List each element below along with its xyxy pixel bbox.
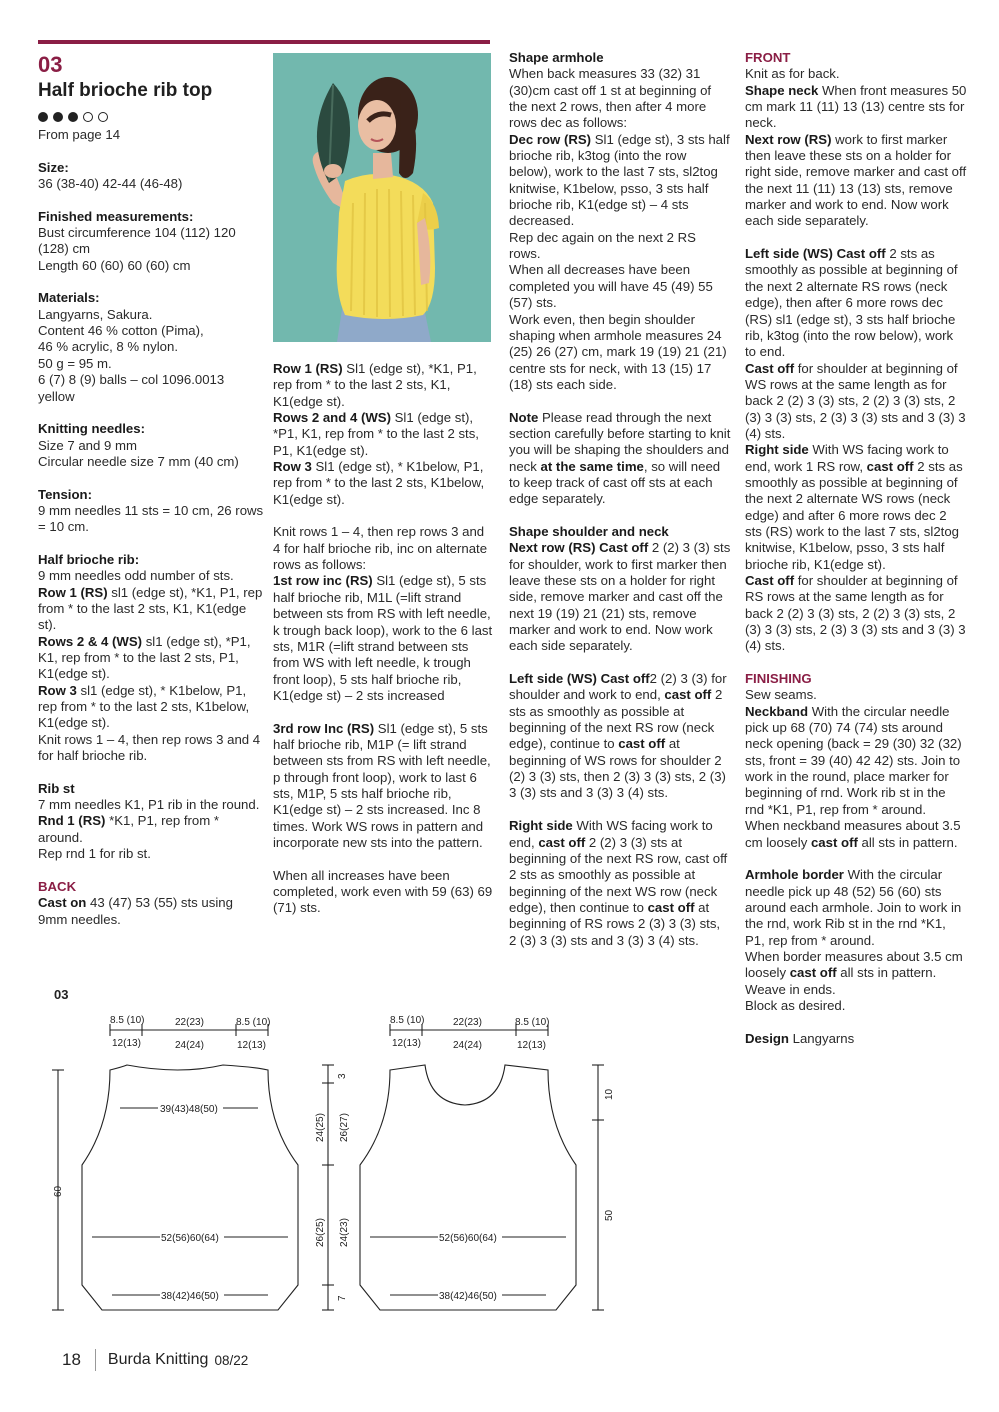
page-footer	[62, 1347, 248, 1373]
page-number: 18	[62, 1350, 81, 1369]
svg-text:10: 10	[604, 1088, 615, 1100]
rib-rnd-repeat: Rep rnd 1 for rib st.	[38, 846, 151, 862]
svg-text:24(23): 24(23)	[339, 1218, 350, 1247]
all-decreases: When all decreases have been completed you will have 45 (49) 55 (57) sts.	[509, 262, 713, 311]
neckband: Neckband With the circular needle pick up 68 (70) 74 (74) sts around neck opening (back = 29 (30) 32 (32) sts, front = 39 (40) 42 42) sts. Join to work in the round, place marker for beginning of rnd. Work rib st in the rnd *K1, P1, rep from * around.	[745, 703, 962, 817]
half-brioche-label: Half brioche rib:	[38, 551, 140, 567]
model-illustration	[273, 53, 491, 342]
weave-ends: Weave in ends.	[745, 981, 836, 997]
header-rule	[38, 40, 490, 44]
finishing-heading: FINISHING	[745, 671, 812, 687]
finished-label: Finished measurements:	[38, 208, 194, 224]
sew-seams: Sew seams.	[745, 687, 817, 703]
half-brioche-row1: Row 1 (RS) sl1 (edge st), *K1, P1, rep from * to the last 2 sts, K1, K1(edge st).	[38, 584, 263, 633]
svg-text:12(13): 12(13)	[237, 1040, 266, 1051]
svg-text:50: 50	[604, 1209, 615, 1221]
next-row: Next row (RS) work to first marker then leave these sts on a holder for right side, remove marker and cast off the next 11 (11) 13 (13) sts, remove marker and work to end. Now work each side separately.	[745, 131, 967, 229]
svg-text:60: 60	[53, 1185, 64, 1197]
model-photo	[273, 53, 491, 342]
svg-text:8.5 (10): 8.5 (10)	[236, 1017, 271, 1028]
materials-weight: 50 g = 95 m.	[38, 355, 112, 371]
next-row: Next row (RS) Cast off 2 (2) 3 (3) sts for shoulder, work to first marker then leave these sts on a holder for right side, remove marker and cast off the next 19 (19) 21 (21) sts, remove marker and work to end. Now work each side separately.	[509, 540, 731, 654]
armhole-heading: Shape armhole	[509, 50, 604, 65]
cast-off-left: Cast off for shoulder at beginning of WS rows at the same length as for back 2 (2) 3 (3) sts, 2 (2) 3 (3) sts, 2 (3) 3 (3) sts, 2 (3) 3 (3) sts and 3 (3) 3 (4) sts.	[745, 360, 966, 441]
tension-label: Tension:	[38, 486, 92, 502]
difficulty-dot-empty	[98, 112, 108, 122]
increases-completed: When all increases have been completed, work even with 59 (63) 69 (71) sts.	[273, 867, 493, 916]
svg-text:12(13): 12(13)	[392, 1038, 421, 1049]
needles-label: Knitting needles:	[38, 421, 145, 437]
armhole-text: When back measures 33 (32) 31 (30)cm cast off 1 st at beginning of the next 2 rows, then after 4 more rows dec as follows:	[509, 66, 712, 131]
diagram-label: 03	[54, 987, 69, 1002]
pattern-number: 03	[38, 52, 63, 77]
svg-text:24(24): 24(24)	[453, 1040, 482, 1051]
row1: Row 1 (RS) Sl1 (edge st), *K1, P1, rep from * to the last 2 sts, K1, K1(edge st).	[273, 361, 477, 409]
svg-text:7: 7	[337, 1295, 348, 1301]
column-3	[509, 50, 731, 949]
rows2-4: Rows 2 and 4 (WS) Sl1 (edge st), *P1, K1, rep from * to the last 2 sts, P1, K1(edge st).	[273, 410, 479, 458]
design-credit: Design Langyarns	[745, 1030, 855, 1046]
footer-divider	[95, 1349, 96, 1371]
front-outline	[360, 1065, 576, 1310]
rib-rnd1: Rnd 1 (RS) *K1, P1, rep from * around.	[38, 813, 220, 845]
pattern-title: Half brioche rib top	[38, 80, 213, 101]
tension-value: 9 mm needles 11 sts = 10 cm, 26 rows = 10 cm.	[38, 502, 264, 535]
block: Block as desired.	[745, 997, 846, 1013]
left-side: Left side (WS) Cast off2 (2) 3 (3) for shoulder and work to end, cast off 2 sts as smoothly as possible at beginning of the next RS row (neck edge), continue to cast off at beginning of WS rows for shoulder 2 (2) 3 (3) sts, then 2 (3) 3 (3) sts, 2 (3) 3 (3) sts and 3 (3) 3 (4) sts.	[509, 671, 727, 801]
difficulty-dot-filled	[68, 112, 78, 122]
materials-content: Content 46 % cotton (Pima),	[38, 323, 204, 339]
knit-rows: Knit rows 1 – 4, then rep rows 3 and 4 for half brioche rib, inc on alternate rows as follows:	[273, 524, 488, 573]
svg-text:24(24): 24(24)	[175, 1040, 204, 1051]
inc-row3: 3rd row Inc (RS) Sl1 (edge st), 5 sts half brioche rib, M1P (= lift strand between sts from RS with left needle, p through front loop), work to last 6 sts, M1P, 5 sts half brioche rib, K1(edge st) – 2 sts increased. Inc 8 times. Work WS rows in pattern and incorporate new sts into the pattern.	[273, 720, 491, 850]
right-side: Right side With WS facing work to end, work 1 RS row, cast off 2 sts as smoothly as possible at beginning of the next 2 alternate WS rows (neck edge) and after 6 more rows dec 2 sts (RS) work to the last 7 sts, sl2tog knitwise, K1below, psso, 3 sts half brioche rib, K1(edge st).	[745, 442, 963, 572]
svg-text:52(56)60(64): 52(56)60(64)	[439, 1233, 497, 1244]
needles-size: Size 7 and 9 mm	[38, 437, 137, 453]
svg-text:26(25): 26(25)	[315, 1218, 326, 1247]
svg-text:12(13): 12(13)	[112, 1038, 141, 1049]
neckband-castoff: When neckband measures about 3.5 cm loosely cast off all sts in pattern.	[745, 818, 961, 850]
difficulty-dot-filled	[38, 112, 48, 122]
rib-st-label: Rib st	[38, 780, 75, 796]
materials-yarn: Langyarns, Sakura.	[38, 306, 153, 322]
note: Note Please read through the next section carefully before starting to knit you will be shaping the shoulders and neck at the same time, so will need to keep track of cast off sts at each edge separately.	[509, 409, 731, 507]
size-label: Size:	[38, 159, 69, 175]
border-castoff: When border measures about 3.5 cm loosely cast off all sts in pattern.	[745, 948, 963, 981]
svg-text:52(56)60(64): 52(56)60(64)	[161, 1233, 219, 1244]
half-brioche-repeat: Knit rows 1 – 4, then rep rows 3 and 4 for half brioche rib.	[38, 731, 261, 764]
finished-bust: Bust circumference 104 (112) 120 (128) cm	[38, 225, 236, 257]
armhole-border: Armhole border With the circular needle pick up 48 (52) 56 (60) sts around each armhole. Join to work in the rnd, work Rib st in the rnd *K1, P1, rep from * around.	[745, 867, 962, 948]
row3: Row 3 Sl1 (edge st), * K1below, P1, rep from * to the last 2 sts, K1below, K1(edge st).	[273, 459, 485, 507]
half-brioche-odd: 9 mm needles odd number of sts.	[38, 568, 234, 584]
shoulder-heading: Shape shoulder and neck	[509, 523, 669, 539]
right-side: Right side With WS facing work to end, cast off 2 (2) 3 (3) sts at beginning of the next RS row, cast off 2 sts as smoothly as possible at beginning of the next WS row (neck edge), then continue to cast off at beginning of RS rows 2 (3) 3 (3) sts, 2 (3) 3 (3) sts and 3 (3) 3 (4) sts.	[509, 818, 728, 948]
front-text: Knit as for back.	[745, 66, 840, 82]
difficulty-dot-filled	[53, 112, 63, 122]
cast-off-right: Cast off for shoulder at beginning of RS rows at the same length as for back 2 (2) 3 (3) sts, 2 (2) 3 (3) sts, 2 (3) 3 (3) sts, 2 (3) 3 (3) sts and 3 (3) 3 (4) sts.	[745, 573, 966, 654]
svg-text:8.5 (10): 8.5 (10)	[515, 1017, 550, 1028]
svg-text:8.5 (10): 8.5 (10)	[390, 1015, 425, 1026]
svg-text:8.5 (10): 8.5 (10)	[110, 1015, 145, 1026]
size-value: 36 (38-40) 42-44 (46-48)	[38, 176, 183, 192]
rib-st-text: 7 mm needles K1, P1 rib in the round.	[38, 797, 260, 813]
finished-length: Length 60 (60) 60 (60) cm	[38, 257, 191, 273]
front-heading: FRONT	[745, 50, 791, 65]
svg-text:24(25): 24(25)	[315, 1113, 326, 1142]
issue-number: 08/22	[214, 1352, 249, 1368]
column-2	[273, 361, 493, 917]
from-page: From page 14	[38, 127, 121, 142]
cast-on: Cast on 43 (47) 53 (55) sts using 9mm needles.	[38, 895, 233, 927]
half-brioche-row3: Row 3 sl1 (edge st), * K1below, P1, rep from * to the last 2 sts, K1below, K1(edge st).	[38, 682, 250, 731]
dec-row: Dec row (RS) Sl1 (edge st), 3 sts half brioche rib, k3tog (into the row below), work to the last 7 sts, sl2tog knitwise, K1below, psso, 3 sts half brioche rib, K1(edge st) – 4 sts decreased.	[509, 131, 730, 229]
back-outline	[82, 1065, 298, 1310]
left-side: Left side (WS) Cast off 2 sts as smoothly as possible at beginning of the next 2 alternate RS rows (neck edge), then after 6 more rows dec (RS) sl1 (edge st), 3 sts half brioche rib, k3tog (into the row below), work to end.	[745, 246, 958, 360]
svg-text:12(13): 12(13)	[517, 1040, 546, 1051]
materials-label: Materials:	[38, 290, 100, 306]
inc-row1: 1st row inc (RS) Sl1 (edge st), 5 sts half brioche rib, M1L (=lift strand between sts from RS with left needle, k trough back loop), work to the 6 last sts, M1R (=lift strand between sts from WS with left needle, k trough front loop), 5 sts half brioche rib, K1(edge st) – 2 sts increased	[273, 573, 493, 703]
svg-text:26(27): 26(27)	[339, 1113, 350, 1142]
magazine-name: Burda Knitting	[107, 1351, 209, 1368]
back-heading: BACK	[38, 878, 77, 894]
svg-text:22(23): 22(23)	[453, 1017, 482, 1028]
column-1	[38, 52, 264, 928]
half-brioche-rows24: Rows 2 & 4 (WS) sl1 (edge st), *P1, K1, rep from * to the last 2 sts, P1, K1(edge st).	[38, 633, 251, 682]
work-even: Work even, then begin shoulder shaping when armhole measures 24 (25) 26 (27) cm, mark 19 (19) 21 (21) centre sts for neck, with 13 (15) 17 (18) sts each side.	[509, 311, 727, 392]
svg-text:38(42)46(50): 38(42)46(50)	[439, 1291, 497, 1302]
materials-content: 46 % acrylic, 8 % nylon.	[38, 339, 178, 355]
svg-text:39(43)48(50): 39(43)48(50)	[160, 1104, 218, 1115]
rep-dec: Rep dec again on the next 2 RS rows.	[509, 229, 696, 262]
needles-circular: Circular needle size 7 mm (40 cm)	[38, 453, 239, 469]
shape-neck: Shape neck When front measures 50 cm mark 11 (11) 13 (13) centre sts for neck.	[745, 82, 967, 131]
difficulty-dot-empty	[83, 112, 93, 122]
schematic-diagram	[40, 985, 640, 1320]
svg-text:3: 3	[337, 1073, 348, 1079]
svg-text:22(23): 22(23)	[175, 1017, 204, 1028]
materials-balls: 6 (7) 8 (9) balls – col 1096.0013 yellow	[38, 372, 225, 404]
column-4	[745, 50, 967, 1047]
difficulty-rating	[38, 112, 264, 122]
svg-text:38(42)46(50): 38(42)46(50)	[161, 1291, 219, 1302]
